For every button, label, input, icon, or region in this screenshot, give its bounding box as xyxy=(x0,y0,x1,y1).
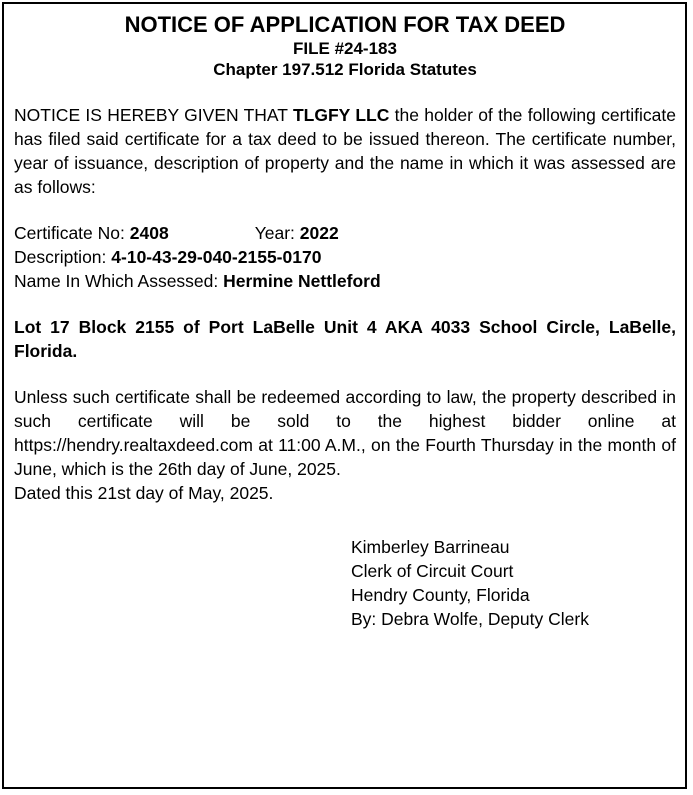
signature-block xyxy=(351,535,676,631)
deputy-clerk: By: Debra Wolfe, Deputy Clerk xyxy=(351,609,589,629)
sale-terms-paragraph: Unless such certificate shall be redeemed according to law, the property described in such certificate will be sold to the highest bidder online at https://hendry.realtaxdeed.com at 11:00 A.M., on the Fourth Thursday in the month of June, which is the 26th day of June, 2025. xyxy=(14,387,676,479)
legal-description: Lot 17 Block 2155 of Port LaBelle Unit 4 AKA 4033 School Circle, LaBelle, Florida. xyxy=(14,317,676,361)
assessed-line xyxy=(14,269,676,293)
certificate-number: 2408 xyxy=(129,223,169,243)
intro-rest: the holder of the following certificate has filed said certificate for a tax deed to be issued thereon. The certificate number, year of issuance, description of property and the name in which it was assessed are as follows: xyxy=(14,105,676,197)
certificate-line xyxy=(14,221,676,245)
certificate-holder: TLGFY LLC xyxy=(292,105,390,125)
assessed-name: Hermine Nettleford xyxy=(223,271,381,291)
notice-title: NOTICE OF APPLICATION FOR TAX DEED xyxy=(124,12,566,37)
certificate-year: 2022 xyxy=(299,223,339,243)
clerk-name: Kimberley Barrineau xyxy=(351,537,510,557)
intro-paragraph xyxy=(14,103,676,199)
description-line xyxy=(14,245,676,269)
clerk-county: Hendry County, Florida xyxy=(351,585,530,605)
tax-deed-notice xyxy=(2,2,687,789)
dated-line: Dated this 21st day of May, 2025. xyxy=(14,483,274,503)
year-group xyxy=(255,221,339,245)
intro-lead: NOTICE IS HEREBY GIVEN THAT xyxy=(14,105,288,125)
year-label: Year: xyxy=(254,223,295,243)
certificate-number-label: Certificate No: xyxy=(14,223,125,243)
description-label: Description: xyxy=(14,247,107,267)
parcel-description: 4-10-43-29-040-2155-0170 xyxy=(111,247,322,267)
file-number: FILE #24-183 xyxy=(293,39,397,58)
certificate-details xyxy=(14,221,676,293)
statute-reference: Chapter 197.512 Florida Statutes xyxy=(213,60,477,79)
clerk-title: Clerk of Circuit Court xyxy=(351,561,514,581)
assessed-label: Name In Which Assessed: xyxy=(14,271,219,291)
